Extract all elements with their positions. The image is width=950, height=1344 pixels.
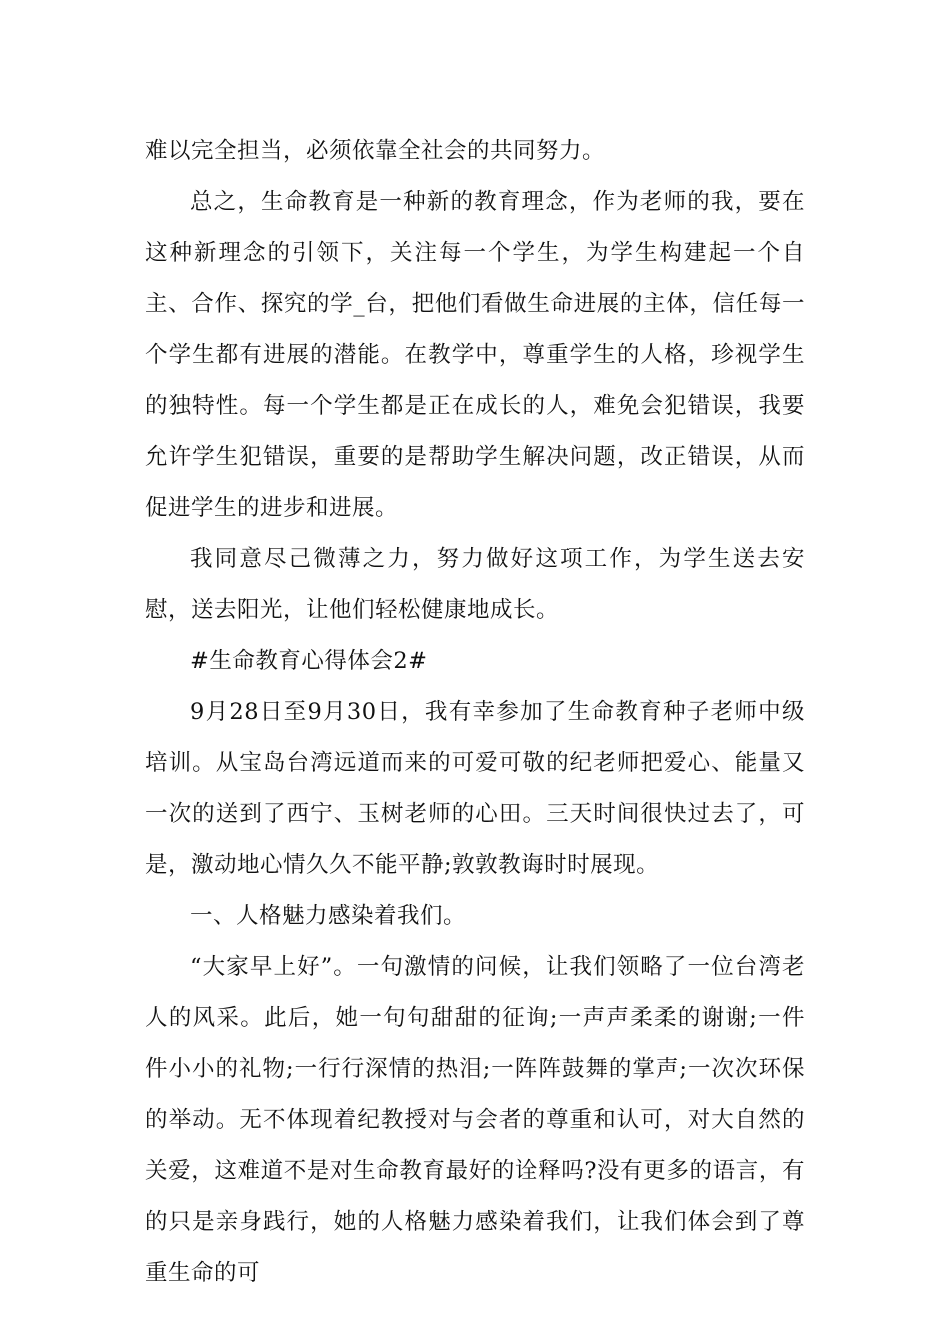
paragraph-continuation: 难以完全担当，必须依靠全社会的共同努力。: [145, 138, 606, 164]
paragraph-conclusion: 总之，生命教育是一种新的教育理念，作为老师的我，要在这种新理念的引领下，关注每一个学生，为学生构建起一个自主、合作、探究的学_台，把他们看做生命进展的主体，信任每一个学生都有进展的潜能。在教学中，尊重学生的人格，珍视学生的独特性。每一个学生都是正在成长的人，难免会犯错误，我要允许学生犯错误，重要的是帮助学生解决问题，改正错误，从而促进学生的进步和进展。: [145, 189, 805, 521]
paragraph-charisma: “大家早上好”。一句激情的问候，让我们领略了一位台湾老人的风采。此后，她一句句甜甜的征询;一声声柔柔的谢谢;一件件小小的礼物;一行行深情的热泪;一阵阵鼓舞的掌声;一次次环保的举动。无不体现着纪教授对与会者的尊重和认可，对大自然的关爱，这难道不是对生命教育最好的诠释吗?没有更多的语言，有的只是亲身践行，她的人格魅力感染着我们，让我们体会到了尊重生命的可: [145, 954, 805, 1286]
subsection-heading: 一、人格魅力感染着我们。: [190, 903, 467, 929]
paragraph-commitment: 我同意尽己微薄之力，努力做好这项工作，为学生送去安慰，送去阳光，让他们轻松健康地成长。: [145, 546, 805, 623]
paragraph-training: 9月28日至9月30日，我有幸参加了生命教育种子老师中级培训。从宝岛台湾远道而来的可爱可敬的纪老师把爱心、能量又一次的送到了西宁、玉树老师的心田。三天时间很快过去了，可是，激动地心情久久不能平静;敦敦教诲时时展现。: [145, 699, 805, 878]
document-body: [145, 126, 805, 1299]
section-heading: #生命教育心得体会2#: [190, 648, 428, 674]
